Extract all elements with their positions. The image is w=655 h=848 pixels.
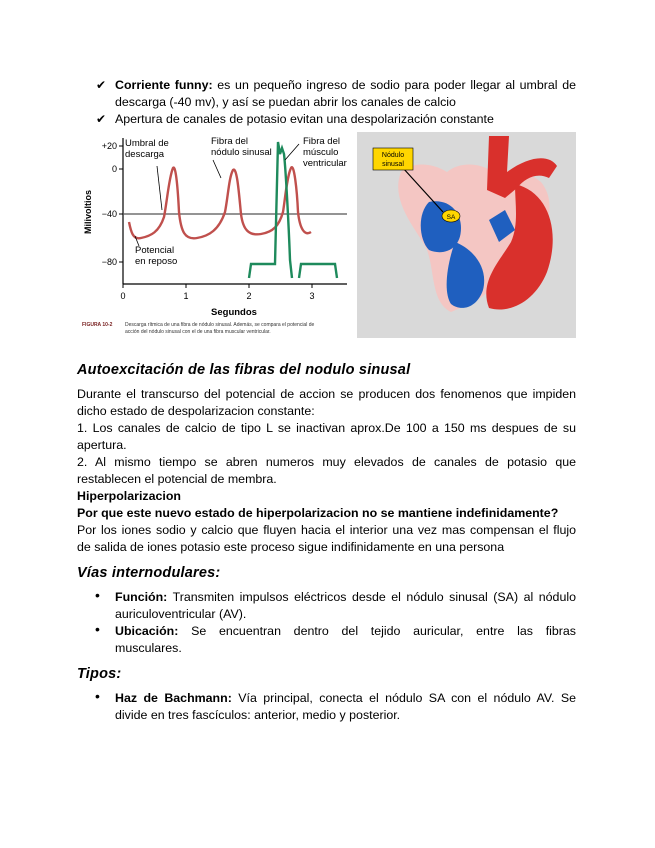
paragraph-line: Por los iones sodio y calcio que fluyen hacia el interior una vez mas compensan el flujo <box>77 523 576 537</box>
checkmark-icon: ✔ <box>96 112 107 126</box>
subheading: Hiperpolarizacion <box>77 489 181 503</box>
fibra-ventricular-label: músculo <box>303 147 339 158</box>
ytick-label: +20 <box>101 141 117 151</box>
umbral-label: Umbral de <box>125 138 169 149</box>
caption-line: acción del nódulo sinusal con el de una fibra muscular ventricular. <box>125 329 271 335</box>
fibra-ventricular-label: Fibra del <box>303 136 340 147</box>
section-heading: Autoexcitación de las fibras del nodulo sinusal <box>77 362 411 378</box>
fibra-sinusal-label: nódulo sinusal <box>211 147 272 158</box>
figure-action-potential <box>79 132 576 338</box>
y-axis-label: Milivoltios <box>83 189 93 235</box>
xtick-label: 3 <box>309 291 315 301</box>
xtick-label: 2 <box>246 291 252 301</box>
list-item: Haz de Bachmann: Vía principal, conecta el nódulo SA con el nódulo AV. Se <box>115 691 576 705</box>
umbral-label: descarga <box>125 149 165 160</box>
ytick-label: 0 <box>111 164 117 174</box>
fibra-ventricular-label: ventricular <box>303 158 347 169</box>
sa-node-label: SA <box>446 214 456 221</box>
checklist-item-1: Corriente funny: es un pequeño ingreso de sodio para poder llegar al umbral de <box>115 78 576 92</box>
bullet-icon: • <box>95 621 100 637</box>
ytick-label: −80 <box>101 257 117 267</box>
caption-bold: FIGURA 10-2 <box>82 322 113 328</box>
x-axis-label: Segundos <box>211 307 257 318</box>
section-heading: Tipos: <box>77 666 122 682</box>
section-heading: Vías internodulares: <box>77 565 221 581</box>
ytick-label: −40 <box>101 209 117 219</box>
heart-illustration <box>373 136 557 312</box>
list-item-cont: musculares. <box>115 641 182 655</box>
figure-svg <box>79 132 576 338</box>
checkmark-icon: ✔ <box>96 78 107 92</box>
paragraph-line: Durante el transcurso del potencial de accion se producen dos fenomenos que impiden <box>77 387 576 401</box>
potencial-label: en reposo <box>135 256 178 267</box>
paragraph-line: dicho estado de despolarizacion constante: <box>77 404 315 418</box>
question: Por que este nuevo estado de hiperpolarizacion no se mantiene indefinidamente? <box>77 506 559 520</box>
list-item: Función: Transmiten impulsos eléctricos desde el nódulo sinusal (SA) al nódulo <box>115 590 576 604</box>
potencial-label: Potencial <box>135 245 175 256</box>
list-item: Ubicación: Se encuentran dentro del tejido auricular, entre las fibras <box>115 624 576 638</box>
paragraph-line: de salida de iones potasio este proceso sigue indifinidamente en una persona <box>77 540 505 554</box>
checklist-item-2: Apertura de canales de potasio evitan una despolarización constante <box>115 112 494 126</box>
checklist-item-1-cont: descarga (-40 mv), y así se puedan abrir los canales de calcio <box>115 95 456 109</box>
paragraph-line: restablecen el potencial de membra. <box>77 472 277 486</box>
paragraph-line: 2. Al mismo tiempo se abren numeros muy elevados de canales de potasio que <box>77 455 576 469</box>
fibra-sinusal-label: Fibra del <box>211 136 248 147</box>
list-item-cont: divide en tres fascículos: anterior, medio y posterior. <box>115 708 401 722</box>
xtick-label: 1 <box>183 291 189 301</box>
heart-label: sinusal <box>382 161 404 168</box>
bullet-icon: • <box>95 688 100 704</box>
bullet-icon: • <box>95 587 100 603</box>
xtick-label: 0 <box>120 291 126 301</box>
heart-label: Nódulo <box>381 152 405 159</box>
paragraph-line: apertura. <box>77 438 127 452</box>
list-item-cont: auriculoventricular (AV). <box>115 607 247 621</box>
paragraph-line: 1. Los canales de calcio de tipo L se inactivan aprox.De 100 a 150 ms despues de su <box>77 421 576 435</box>
caption-line: Descarga rítmica de una fibra de nódulo sinusal. Además, se compara el potencial de <box>125 322 315 328</box>
